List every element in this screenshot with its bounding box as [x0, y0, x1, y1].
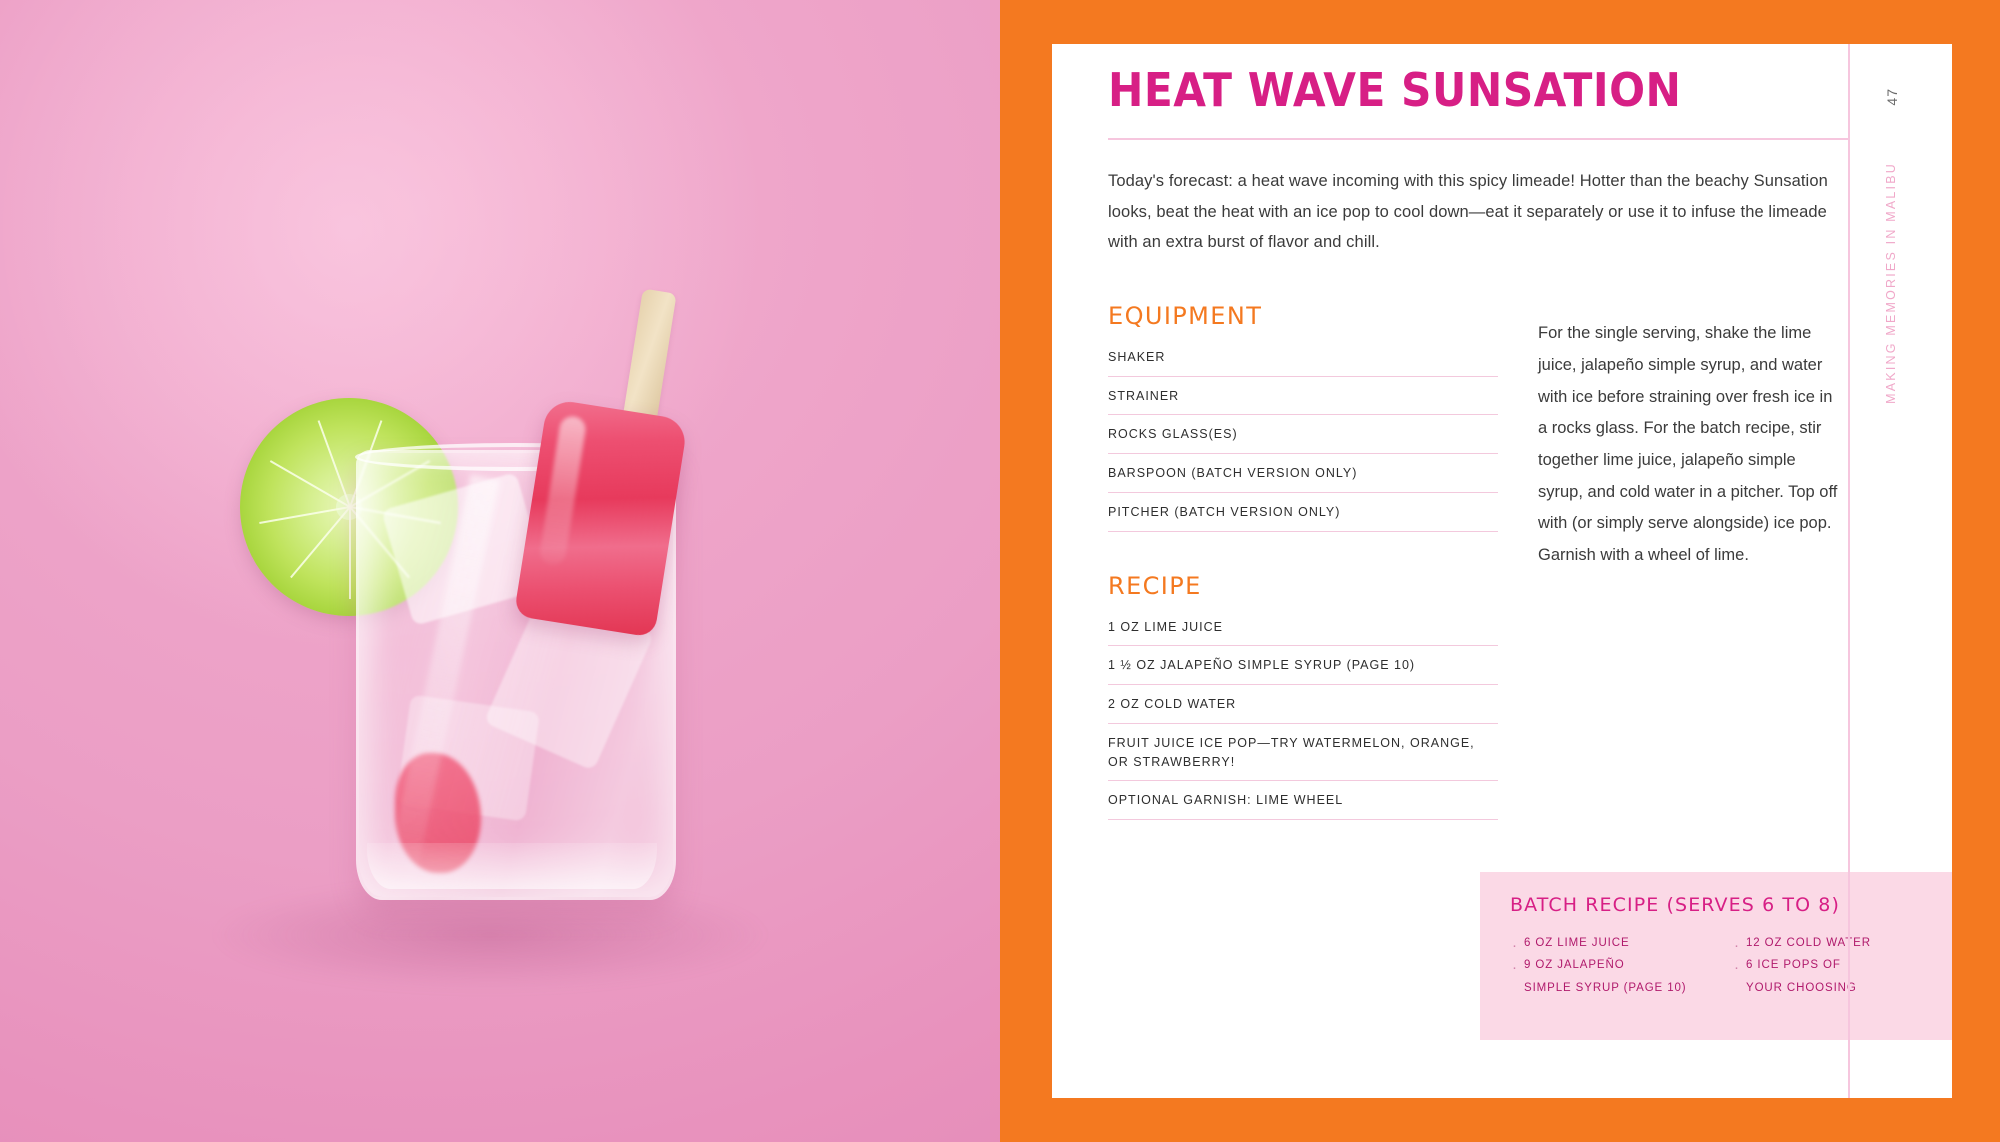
list-item: YOUR CHOOSING [1746, 981, 1857, 994]
ice-pop-highlight [538, 415, 587, 567]
title-divider [1108, 138, 1848, 140]
ingredients-column [1108, 302, 1498, 830]
list-item: OPTIONAL GARNISH: LIME WHEEL [1108, 791, 1498, 820]
list-item: BARSPOON (BATCH VERSION ONLY) [1108, 464, 1498, 493]
recipe-heading: RECIPE [1108, 571, 1202, 600]
list-item: ROCKS GLASS(ES) [1108, 425, 1498, 454]
intro-paragraph: Today's forecast: a heat wave incoming with this spicy limeade! Hotter than the beachy Sunsation looks, beat the heat with an ice pop to cool down—eat it separately or use it to infuse the limeade with an extra burst of flavor and chill. [1108, 172, 1828, 252]
glass-base [367, 843, 657, 889]
list-item: FRUIT JUICE ICE POP—TRY WATERMELON, ORANGE, OR STRAWBERRY! [1108, 734, 1498, 782]
batch-recipe-heading: BATCH RECIPE (SERVES 6 TO 8) [1510, 894, 1840, 916]
list-item: · 6 ICE POPS OF [1732, 954, 1926, 976]
list-item: · 12 OZ COLD WATER [1732, 932, 1926, 954]
equipment-list [1108, 348, 1498, 532]
equipment-heading: EQUIPMENT [1108, 301, 1263, 330]
list-item: STRAINER [1108, 387, 1498, 416]
list-item: SHAKER [1108, 348, 1498, 377]
page-number: 47 [1884, 88, 1900, 106]
method-column [1538, 302, 1838, 830]
list-item: 1 OZ LIME JUICE [1108, 618, 1498, 647]
page-margin-rail [1848, 44, 1952, 1098]
page-background [1000, 0, 2000, 1142]
list-item: PITCHER (BATCH VERSION ONLY) [1108, 503, 1498, 532]
list-item: SIMPLE SYRUP (PAGE 10) [1524, 981, 1687, 994]
batch-list-left [1510, 932, 1704, 999]
list-item: 2 OZ COLD WATER [1108, 695, 1498, 724]
content-columns [1108, 302, 1848, 830]
page-content [1108, 63, 1848, 830]
list-item: 1 ½ OZ JALAPEÑO SIMPLE SYRUP (PAGE 10) [1108, 656, 1498, 685]
recipe-page [1052, 44, 1952, 1098]
recipe-list [1108, 618, 1498, 821]
running-head: MAKING MEMORIES IN MALIBU [1884, 162, 1898, 404]
method-paragraph: For the single serving, shake the lime juice, jalapeño simple syrup, and water with ice before straining over fresh ice in a rocks glass. For the batch recipe, stir together lime juice, jalapeño simple syrup, and cold water in a pitcher. Top off with (or simply serve alongside) ice pop. Garnish with a wheel of lime. [1538, 324, 1838, 565]
list-item: · 9 OZ JALAPEÑO [1510, 954, 1704, 976]
list-item: · 6 OZ LIME JUICE [1510, 932, 1704, 954]
page-title: HEAT WAVE SUNSATION [1108, 63, 1682, 117]
